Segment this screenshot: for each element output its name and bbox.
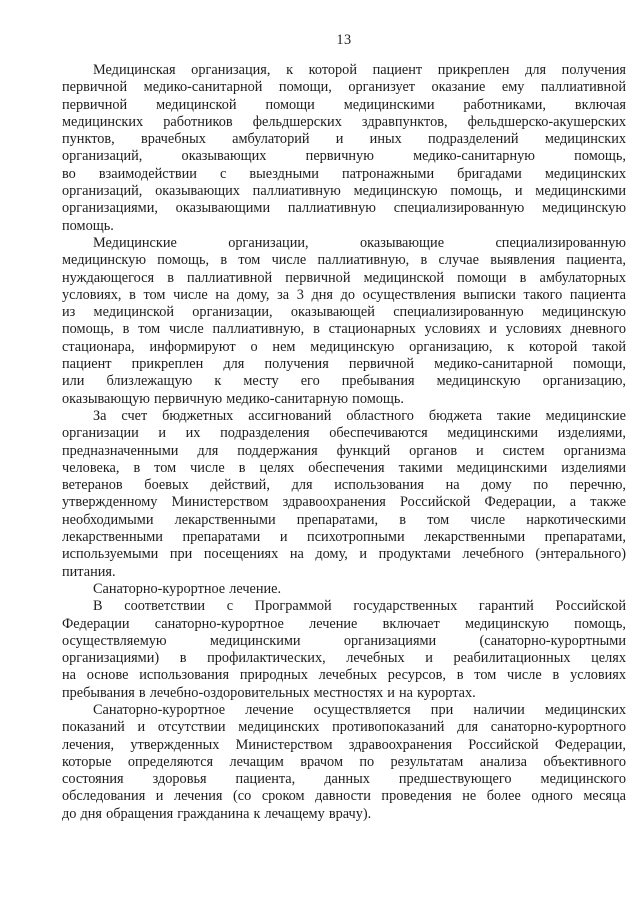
paragraph xyxy=(62,62,626,235)
text-line: медицинских работников фельдшерских здравпунктов, фельдшерско-акушерских xyxy=(62,113,626,130)
text-line: лекарственными препаратами и психотропными лекарственными препаратами, xyxy=(62,529,626,546)
text-line: Федерации санаторно-курортное лечение включает медицинскую помощь, xyxy=(62,615,626,632)
text-line: стационара, информируют о нем медицинскую организацию, к которой такой xyxy=(62,338,626,355)
text-line: первичной медицинской помощи медицинскими работниками, включая xyxy=(62,96,626,113)
text-line: В соответствии с Программой государственных гарантий Российской xyxy=(93,598,626,615)
text-line: пребывания в лечебно-оздоровительных местностях и на курортах. xyxy=(62,684,476,701)
text-line: обследования и лечения (со сроком давности проведения не более одного месяца xyxy=(62,788,626,805)
text-line: используемыми при посещениях на дому, и продуктами лечебного (энтерального) xyxy=(62,546,626,563)
text-line: Санаторно-курортное лечение. xyxy=(93,580,282,597)
text-line: пунктов, врачебных амбулаторий и иных подразделений медицинских xyxy=(62,131,626,148)
text-line: человека, в том числе в целях обеспечения такими медицинскими изделиями xyxy=(62,459,626,476)
text-line: ветеранов боевых действий, для использования на дому по перечню, xyxy=(62,477,626,494)
paragraph xyxy=(62,702,626,823)
document-body xyxy=(62,62,626,823)
paragraph xyxy=(62,408,626,581)
text-line: показаний и отсутствии медицинских противопоказаний для санаторно-курортного xyxy=(62,719,626,736)
text-line: до дня обращения гражданина к лечащему врачу). xyxy=(62,805,372,822)
text-line: организациями) в профилактических, лечебных и реабилитационных целях xyxy=(62,650,626,667)
text-line: нуждающегося в паллиативной первичной медицинской помощи в амбулаторных xyxy=(62,269,626,286)
text-line: Санаторно-курортное лечение осуществляется при наличии медицинских xyxy=(93,701,626,718)
paragraph xyxy=(62,598,626,702)
text-line: Медицинские организации, оказывающие специализированную xyxy=(93,234,626,251)
page-number: 13 xyxy=(336,32,352,48)
paragraph xyxy=(62,235,626,408)
text-line: организаций, оказывающих первичную медико-санитарную помощь, xyxy=(62,148,626,165)
text-line: пациент прикреплен для получения первичной медико-санитарной помощи, xyxy=(62,356,626,373)
paragraph xyxy=(62,581,626,598)
text-line: осуществляемую медицинскими организациями (санаторно-курортными xyxy=(62,632,626,649)
text-line: организации и их подразделения обеспечиваются медицинскими изделиями, xyxy=(62,425,626,442)
text-line: во взаимодействии с выездными патронажными бригадами медицинских xyxy=(62,165,626,182)
text-line: медицинскую помощь, в том числе паллиативную, в случае выявления пациента, xyxy=(62,252,626,269)
text-line: За счет бюджетных ассигнований областного бюджета такие медицинские xyxy=(93,407,626,424)
text-line: на основе использования природных лечебных ресурсов, в том числе в условиях xyxy=(62,667,626,684)
text-line: помощь. xyxy=(62,217,114,234)
text-line: из медицинской организации, оказывающей специализированную медицинскую xyxy=(62,304,626,321)
text-line: оказывающую первичную медико-санитарную помощь. xyxy=(62,390,404,407)
text-line: Медицинская организация, к которой пациент прикреплен для получения xyxy=(93,62,626,78)
text-line: первичной медико-санитарной помощи, организует оказание ему паллиативной xyxy=(62,79,626,96)
text-line: которые определяются лечащим врачом по результатам анализа объективного xyxy=(62,753,626,770)
text-line: организациями, оказывающими паллиативную специализированную медицинскую xyxy=(62,200,626,217)
text-line: помощь, в том числе паллиативную, в стационарных условиях и условиях дневного xyxy=(62,321,626,338)
text-line: необходимыми лекарственными препаратами, в том числе наркотическими xyxy=(62,511,626,528)
text-line: лечения, утвержденных Министерством здравоохранения Российской Федерации, xyxy=(62,736,626,753)
text-line: предназначенными для поддержания функций органов и систем организма xyxy=(62,442,626,459)
text-line: условиях, в том числе на дому, за 3 дня до осуществления выписки такого пациента xyxy=(62,286,626,303)
text-line: утвержденному Министерством здравоохранения Российской Федерации, а также xyxy=(62,494,626,511)
text-line: организаций, оказывающих паллиативную медицинскую помощь, и медицинскими xyxy=(62,183,626,200)
text-line: питания. xyxy=(62,563,116,580)
text-line: или близлежащую к месту его пребывания медицинскую организацию, xyxy=(62,373,626,390)
text-line: состояния здоровья пациента, данных предшествующего медицинского xyxy=(62,771,626,788)
